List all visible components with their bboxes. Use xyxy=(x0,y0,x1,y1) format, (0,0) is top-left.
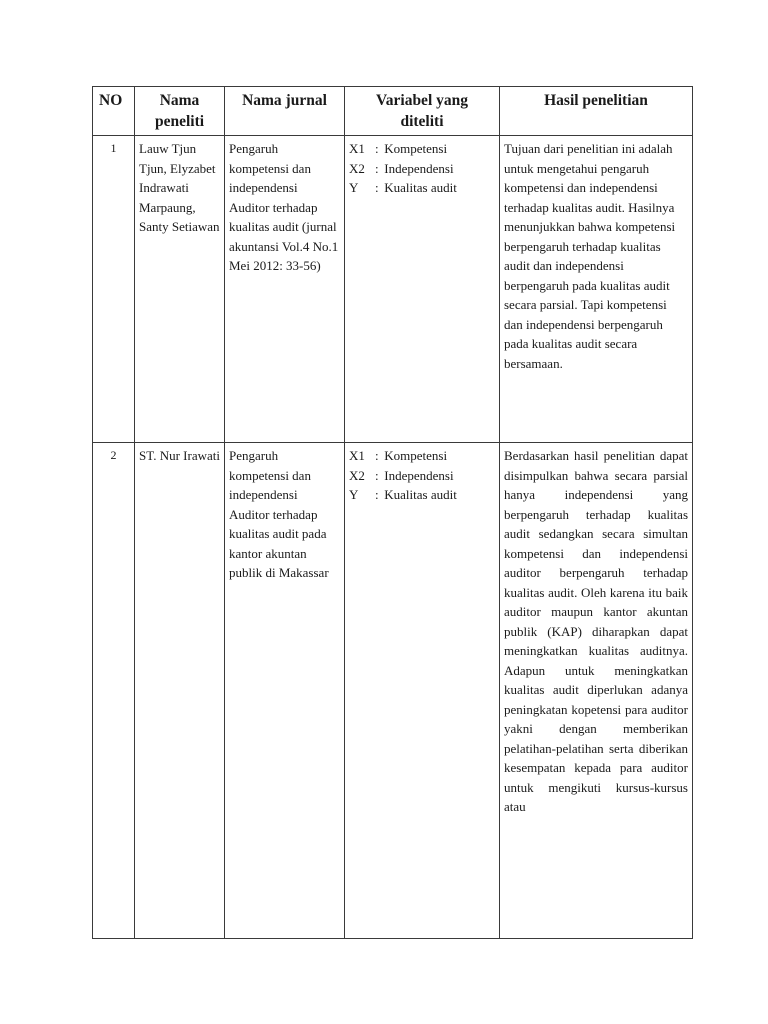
table-row xyxy=(93,443,693,939)
research-result: Berdasarkan hasil penelitian dapat disimpulkan bahwa secara parsial hanya independensi yang berpengaruh terhadap kualitas audit sedangkan secara simultan kompetensi dan independensi auditor berpengaruh terhadap kualitas audit. Oleh karena itu baik auditor maupun kantor akuntan publik (KAP) diharapkan dapat meningkatkan kualitas auditnya. Adapun untuk meningkatkan kualitas audit diperlukan adanya peningkatan kopetensi para auditor yakni dengan memberikan pelatihan-pelatihan serta diberikan kesempatan kepada para auditor untuk mengikuti kursus-kursus atau xyxy=(500,443,693,939)
header-no: NO xyxy=(93,87,135,136)
header-researcher-name: Nama peneliti xyxy=(135,87,225,136)
variable-item: X1 : Kompetensi xyxy=(349,448,448,463)
journal-title: Pengaruh kompetensi dan independensi Auditor terhadap kualitas audit (jurnal akuntansi Vol.4 No.1 Mei 2012: 33-56) xyxy=(225,136,345,443)
row-number: 1 xyxy=(93,136,135,443)
journal-title: Pengaruh kompetensi dan independensi Auditor terhadap kualitas audit pada kantor akuntan publik di Makassar xyxy=(225,443,345,939)
variable-item: Y : Kualitas audit xyxy=(349,487,457,502)
header-variables: Variabel yang diteliti xyxy=(345,87,500,136)
research-result: Tujuan dari penelitian ini adalah untuk mengetahui pengaruh kompetensi dan independensi terhadap kualitas audit. Hasilnya menunjukkan bahwa kompetensi berpengaruh terhadap kualitas audit dan independensi berpengaruh pada kualitas audit secara parsial. Tapi kompetensi dan independensi berpengaruh pada kualitas audit secara bersamaan. xyxy=(500,136,693,443)
row-number: 2 xyxy=(93,443,135,939)
variables-cell xyxy=(345,443,500,939)
header-journal-name: Nama jurnal xyxy=(225,87,345,136)
researcher-names: Lauw Tjun Tjun, Elyzabet Indrawati Marpaung, Santy Setiawan xyxy=(135,136,225,443)
header-result: Hasil penelitian xyxy=(500,87,693,136)
variable-item: X1 : Kompetensi xyxy=(349,141,448,156)
literature-review-table xyxy=(92,86,693,939)
variable-item: X2 : Independensi xyxy=(349,160,454,176)
variable-item: X2 : Independensi xyxy=(349,467,454,483)
researcher-names: ST. Nur Irawati xyxy=(135,443,225,939)
variable-item: Y : Kualitas audit xyxy=(349,180,457,195)
table-header-row xyxy=(93,87,693,136)
variables-cell xyxy=(345,136,500,443)
table-row xyxy=(93,136,693,443)
